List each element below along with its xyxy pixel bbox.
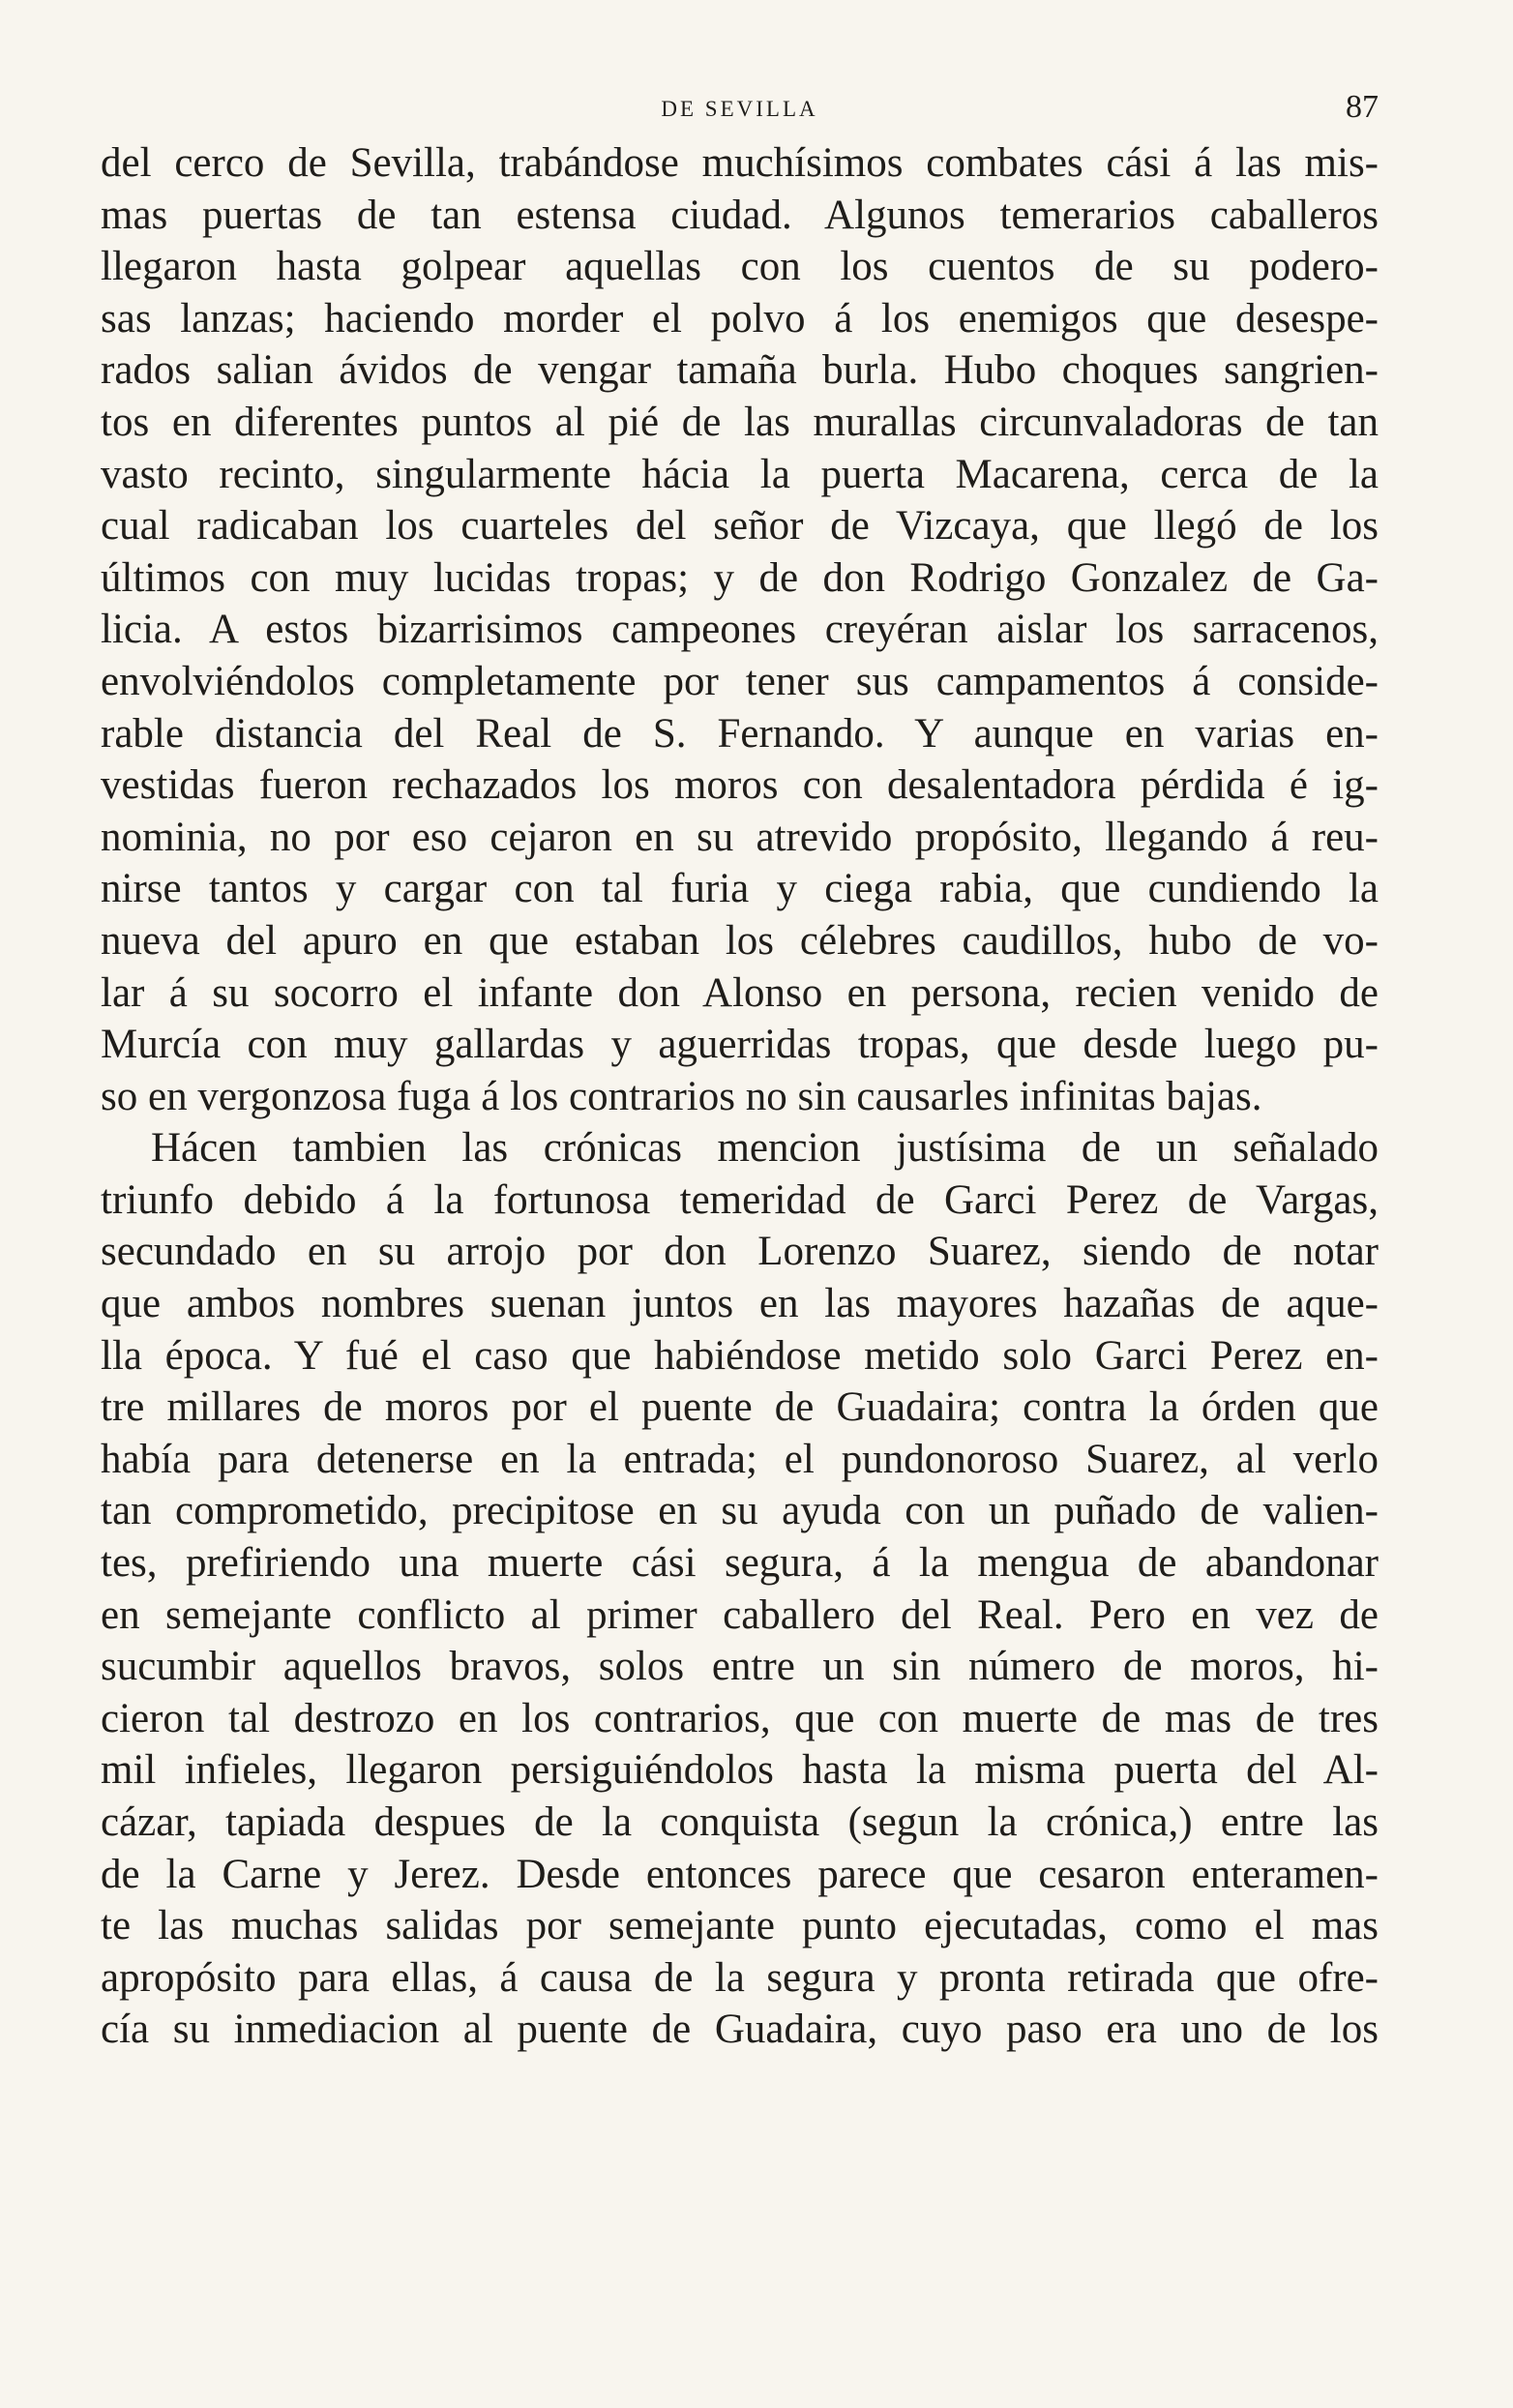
text-line: Murcía con muy gallardas y aguerridas tropas, que desde luego pu- [101, 1022, 1379, 1068]
text-line: sucumbir aquellos bravos, solos entre un sin número de moros, hi- [101, 1644, 1379, 1690]
text-line: vestidas fueron rechazados los moros con desalentadora pérdida é ig- [101, 762, 1379, 809]
text-line: licia. A estos bizarrisimos campeones creyéran aislar los sarracenos, [101, 607, 1379, 653]
text-line: sas lanzas; haciendo morder el polvo á los enemigos que desespe- [101, 295, 1379, 342]
running-head: DE SEVILLA [661, 97, 818, 121]
text-line: tos en diferentes puntos al pié de las murallas circunvaladoras de tan [101, 399, 1379, 445]
text-line: lar á su socorro el infante don Alonso en persona, recien venido de [101, 969, 1379, 1016]
paragraph-first-line: Hácen tambien las crónicas mencion justísima de un señalado [151, 1125, 1379, 1172]
text-line: cual radicaban los cuarteles del señor de Vizcaya, que llegó de los [101, 503, 1379, 550]
page-number: 87 [1346, 89, 1379, 125]
text-line: tes, prefiriendo una muerte cási segura, á la mengua de abandonar [101, 1540, 1379, 1587]
text-line: so en vergonzosa fuga á los contrarios no sin causarles infinitas bajas. [101, 1073, 1262, 1119]
text-line: rados salian ávidos de vengar tamaña burla. Hubo choques sangrien- [101, 347, 1379, 394]
text-line: cieron tal destrozo en los contrarios, que con muerte de mas de tres [101, 1695, 1379, 1741]
text-line: triunfo debido á la fortunosa temeridad de Garci Perez de Vargas, [101, 1176, 1379, 1223]
text-line: nirse tantos y cargar con tal furia y ciega rabia, que cundiendo la [101, 866, 1379, 912]
text-line: en semejante conflicto al primer caballero del Real. Pero en vez de [101, 1591, 1379, 1638]
text-line: cázar, tapiada despues de la conquista (segun la crónica,) entre las [101, 1799, 1379, 1845]
text-line: mil infieles, llegaron persiguiéndolos hasta la misma puerta del Al- [101, 1747, 1379, 1794]
text-line: lla época. Y fué el caso que habiéndose metido solo Garci Perez en- [101, 1332, 1379, 1379]
text-line: apropósito para ellas, á causa de la segura y pronta retirada que ofre- [101, 1954, 1379, 2001]
text-line: tre millares de moros por el puente de Guadaira; contra la órden que [101, 1384, 1379, 1431]
text-line: últimos con muy lucidas tropas; y de don Rodrigo Gonzalez de Ga- [101, 554, 1379, 601]
text-line: secundado en su arrojo por don Lorenzo Suarez, siendo de notar [101, 1229, 1379, 1275]
text-line: rable distancia del Real de S. Fernando. Y aunque en varias en- [101, 710, 1379, 757]
text-line: nominia, no por eso cejaron en su atrevido propósito, llegando á reu- [101, 814, 1379, 860]
text-line: había para detenerse en la entrada; el pundonoroso Suarez, al verlo [101, 1436, 1379, 1482]
text-line: de la Carne y Jerez. Desde entonces parece que cesaron enteramen- [101, 1851, 1379, 1897]
body-text [101, 137, 1379, 2056]
text-line: envolviéndolos completamente por tener sus campamentos á conside- [101, 658, 1379, 704]
text-line: llegaron hasta golpear aquellas con los cuentos de su podero- [101, 244, 1379, 290]
page-header [101, 89, 1379, 128]
text-line: del cerco de Sevilla, trabándose muchísimos combates cási á las mis- [101, 140, 1379, 186]
text-line: mas puertas de tan estensa ciudad. Algunos temerarios caballeros [101, 192, 1379, 238]
text-line: tan comprometido, precipitose en su ayuda con un puñado de valien- [101, 1488, 1379, 1534]
text-line: vasto recinto, singularmente hácia la puerta Macarena, cerca de la [101, 451, 1379, 497]
text-line: nueva del apuro en que estaban los célebres caudillos, hubo de vo- [101, 917, 1379, 964]
text-line: te las muchas salidas por semejante punto ejecutadas, como el mas [101, 1903, 1379, 1949]
text-line: que ambos nombres suenan juntos en las mayores hazañas de aque- [101, 1281, 1379, 1327]
text-line: cía su inmediacion al puente de Guadaira, cuyo paso era uno de los [101, 2007, 1379, 2053]
